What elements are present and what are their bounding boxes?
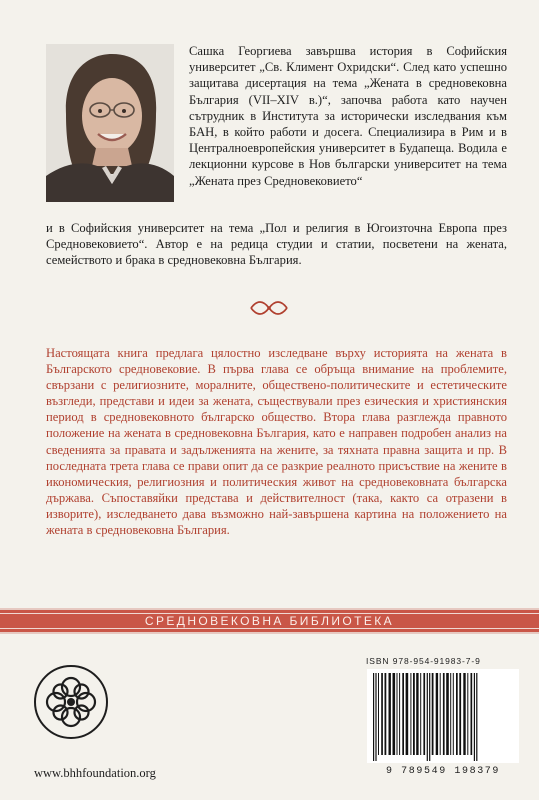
barcode-number: 9 789549 198379: [385, 766, 500, 777]
author-bio-beside-photo: Сашка Георгиева завършва история в Софийския университет „Св. Климент Охридски“. След като успешно защитава дисертация на тема „Жената в средновековна България (VII–XIV в.)“, започва работа като научен сътрудник в Института за исторически изследвания към БАН, в който работи и досега. Специализира в Рим и в Централноевропейския университет в Будапеща. Водила е лекционни курсове в Нов български университет на тема „Жената през Средновековието“: [189, 44, 507, 188]
series-label: СРЕДНОВЕКОВНА БИБЛИОТЕКА: [144, 614, 395, 628]
publisher-logo-icon: [32, 663, 110, 741]
series-banner: [0, 608, 539, 634]
ornament-icon: [249, 299, 289, 317]
barcode: [367, 669, 519, 763]
author-photo: [46, 44, 174, 202]
author-bio-continued: и в Софийския университет на тема „Пол и религия в Югоизточна Европа през Средновековието“. Автор е на редица студии и статии, посветени на жената, семейството и брака в средновековна България.: [46, 221, 507, 268]
book-description: Настоящата книга предлага цялостно изследване върху историята на жената в Българското средновековие. В първа глава се обръща внимание на проблемите, свързани с религиозните, моралните, обществено-политическите и естетическите възгледи, представи и идеи за жената, съществували през езическия и християнския период в средновековното българско общество. Втора глава разглежда правното положение на жената в средновековна България, като е направен подробен анализ на сведенията за правата и задълженията на жените, за тяхната правна защита и пр. В последната трета глава се прави опит да се разкрие реалното присъствие на жените в икономическия, религиозния и политическия живот на средновековната българска държава. Съпоставяйки представа и действителност (така, както са отразени в изворите), изследването дава възможно най-завършена картина на положението на жената в средновековна България.: [46, 346, 507, 538]
publisher-website: www.bhhfoundation.org: [34, 766, 156, 780]
isbn-label: ISBN 978-954-91983-7-9: [366, 656, 481, 666]
